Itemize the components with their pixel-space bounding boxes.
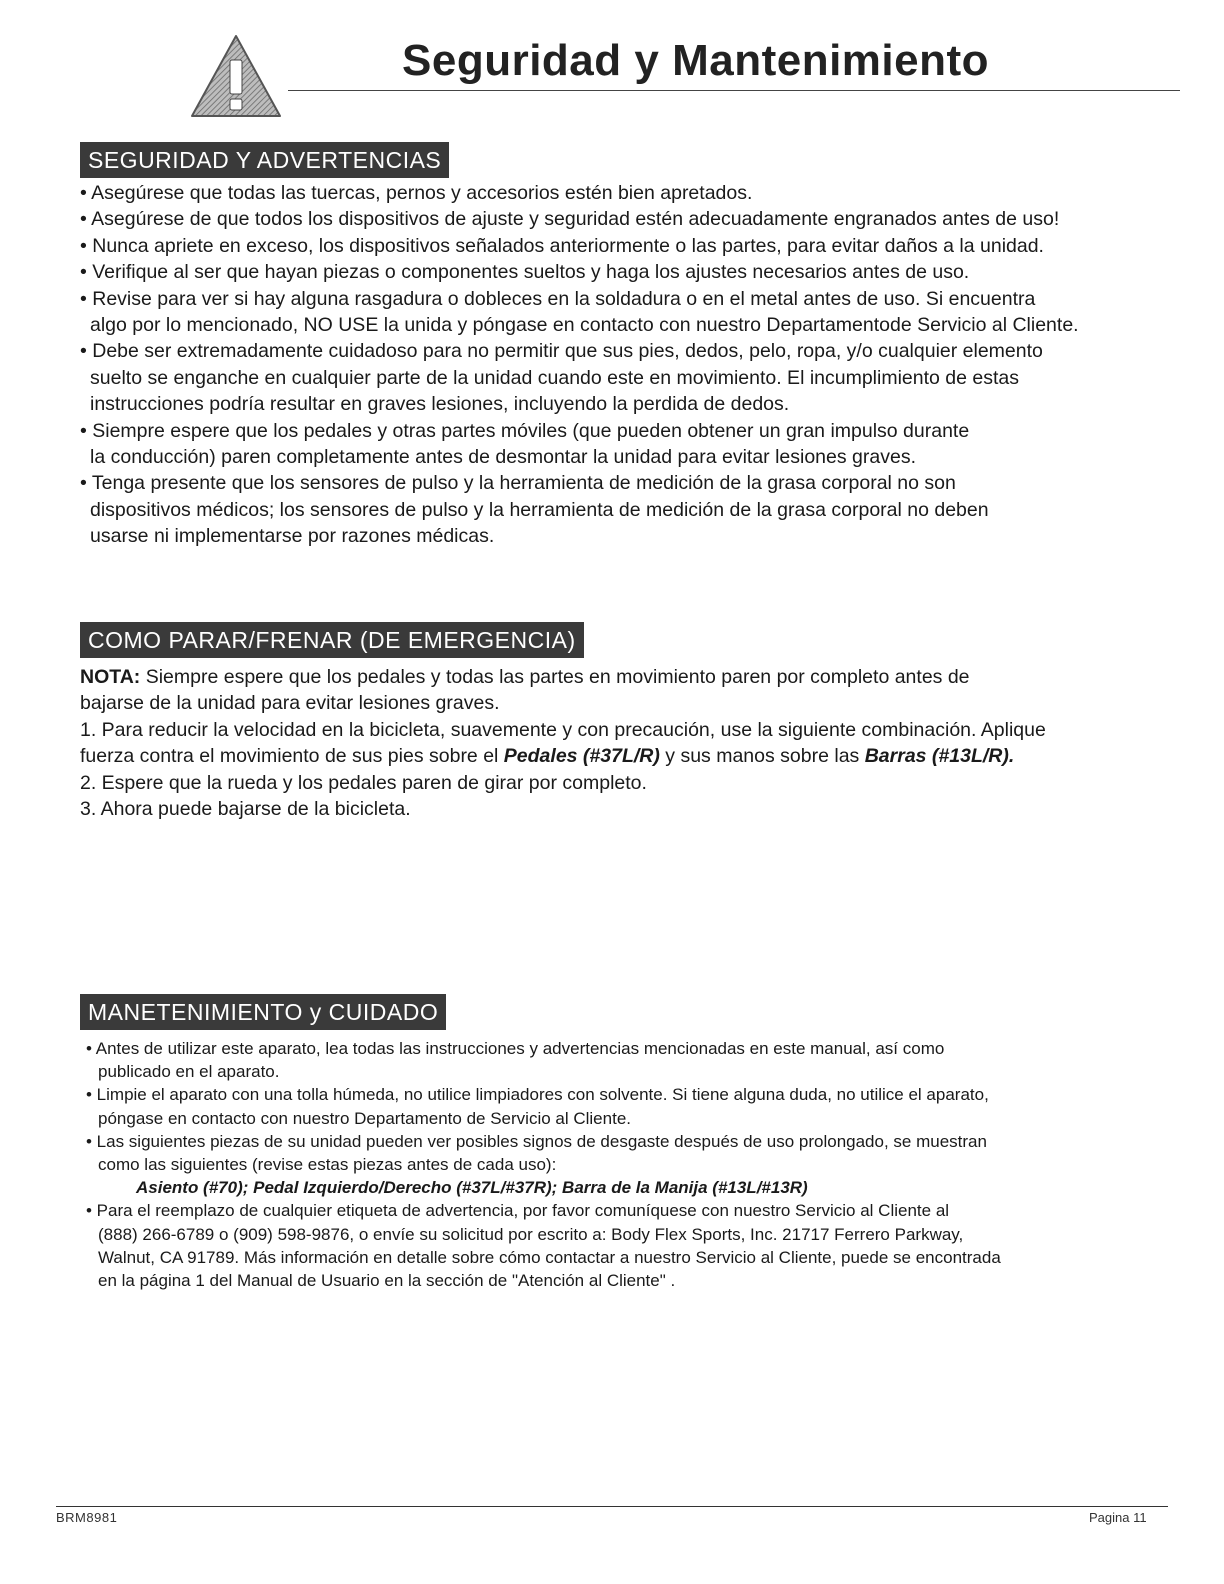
list-item-cont: póngase en contacto con nuestro Departamento de Servicio al Cliente.	[98, 1108, 631, 1128]
step-1-text: fuerza contra el movimiento de sus pies sobre el	[80, 745, 504, 768]
step-1: 1. Para reducir la velocidad en la bicicleta, suavemente y con precaución, use la siguiente combinación. Aplique	[80, 718, 1046, 741]
list-item: • Verifique al ser que hayan piezas o componentes sueltos y haga los ajustes necesarios antes de uso.	[80, 261, 970, 284]
note-line	[80, 664, 1200, 690]
emergency-stop-heading: COMO PARAR/FRENAR (DE EMERGENCIA)	[80, 622, 584, 658]
list-item: • Siempre espere que los pedales y otras partes móviles (que pueden obtener un gran impulso durante	[80, 419, 970, 442]
step-1-cont	[80, 743, 1200, 769]
model-number: BRM8981	[56, 1510, 118, 1525]
safety-heading: SEGURIDAD Y ADVERTENCIAS	[80, 142, 449, 178]
list-item-cont: en la página 1 del Manual de Usuario en la sección de "Atención al Cliente" .	[98, 1271, 676, 1291]
note-label: NOTA:	[80, 666, 141, 688]
list-item: • Debe ser extremadamente cuidadoso para no permitir que sus pies, dedos, pelo, ropa, y/o cualquier elemento	[80, 340, 1043, 363]
list-item: • Limpie el aparato con una tolla húmeda, no utilice limpiadores con solvente. Si tiene alguna duda, no utilice el aparato,	[86, 1085, 989, 1105]
list-item: • Nunca apriete en exceso, los dispositivos señalados anteriormente o las partes, para evitar daños a la unidad.	[80, 234, 1044, 257]
barras-ref: Barras (#13L/R).	[864, 745, 1015, 768]
step-1-text-mid: y sus manos sobre las	[659, 745, 865, 768]
list-item-cont: instrucciones podría resultar en graves lesiones, incluyendo la perdida de dedos.	[90, 393, 790, 416]
parts-line: Asiento (#70); Pedal Izquierdo/Derecho (#37L/#37R); Barra de la Manija (#13L/#13R)	[136, 1178, 808, 1198]
list-item: • Las siguientes piezas de su unidad pueden ver posibles signos de desgaste después de uso prolongado, se muestran	[86, 1131, 987, 1151]
step-3: 3. Ahora puede bajarse de la bicicleta.	[80, 798, 411, 821]
title-underline	[288, 90, 1180, 91]
note-text: Siempre espere que los pedales y todas las partes en movimiento paren por completo antes de	[140, 666, 970, 688]
page-header	[188, 28, 1180, 128]
list-item-cont: publicado en el aparato.	[98, 1062, 280, 1082]
list-item: • Antes de utilizar este aparato, lea todas las instrucciones y advertencias mencionadas en este manual, así como	[86, 1039, 945, 1058]
page-number: Pagina 11	[1089, 1510, 1147, 1525]
list-item-cont: usarse ni implementarse por razones médicas.	[90, 525, 495, 548]
list-item: • Asegúrese de que todos los dispositivos de ajuste y seguridad estén adecuadamente engranados antes de uso!	[80, 208, 1060, 231]
list-item-cont: la conducción) paren completamente antes de desmontar la unidad para evitar lesiones graves.	[90, 446, 916, 469]
pedales-ref: Pedales (#37L/R)	[503, 745, 660, 768]
list-item: • Tenga presente que los sensores de pulso y la herramienta de medición de la grasa corporal no son	[80, 472, 956, 495]
maintenance-heading: MANETENIMIENTO y CUIDADO	[80, 994, 446, 1030]
list-item-cont: como las siguientes (revise estas piezas antes de cada uso):	[98, 1155, 557, 1175]
step-2: 2. Espere que la rueda y los pedales paren de girar por completo.	[80, 771, 647, 794]
note-cont: bajarse de la unidad para evitar lesiones graves.	[80, 692, 500, 715]
emergency-stop-text	[80, 664, 1200, 822]
page-title: Seguridad y Mantenimiento	[402, 36, 990, 85]
list-item-cont: (888) 266-6789 o (909) 598-9876, o envíe su solicitud por escrito a: Body Flex Sports, Inc. 21717 Ferrero Parkway,	[98, 1224, 964, 1244]
list-item: • Asegúrese que todas las tuercas, pernos y accesorios estén bien apretados.	[80, 182, 753, 204]
list-item: • Para el reemplazo de cualquier etiqueta de advertencia, por favor comuníquese con nuestro Servicio al Cliente al	[86, 1201, 950, 1221]
list-item-cont: Walnut, CA 91789. Más información en detalle sobre cómo contactar a nuestro Servicio al Cliente, puede se encontrada	[98, 1247, 1001, 1267]
safety-list	[80, 180, 1200, 550]
list-item-cont: algo por lo mencionado, NO USE la unida y póngase en contacto con nuestro Departamentode Servicio al Cliente.	[90, 314, 1079, 337]
list-item-cont: dispositivos médicos; los sensores de pulso y la herramienta de medición de la grasa corporal no deben	[90, 498, 989, 521]
list-item-cont: suelto se enganche en cualquier parte de la unidad cuando este en movimiento. El incumplimiento de estas	[90, 366, 1020, 389]
warning-triangle-icon	[188, 32, 284, 120]
maintenance-list	[86, 1037, 1206, 1292]
list-item: • Revise para ver si hay alguna rasgadura o dobleces en la soldadura o en el metal antes de uso. Si encuentra	[80, 287, 1036, 310]
footer-rule	[56, 1506, 1168, 1507]
